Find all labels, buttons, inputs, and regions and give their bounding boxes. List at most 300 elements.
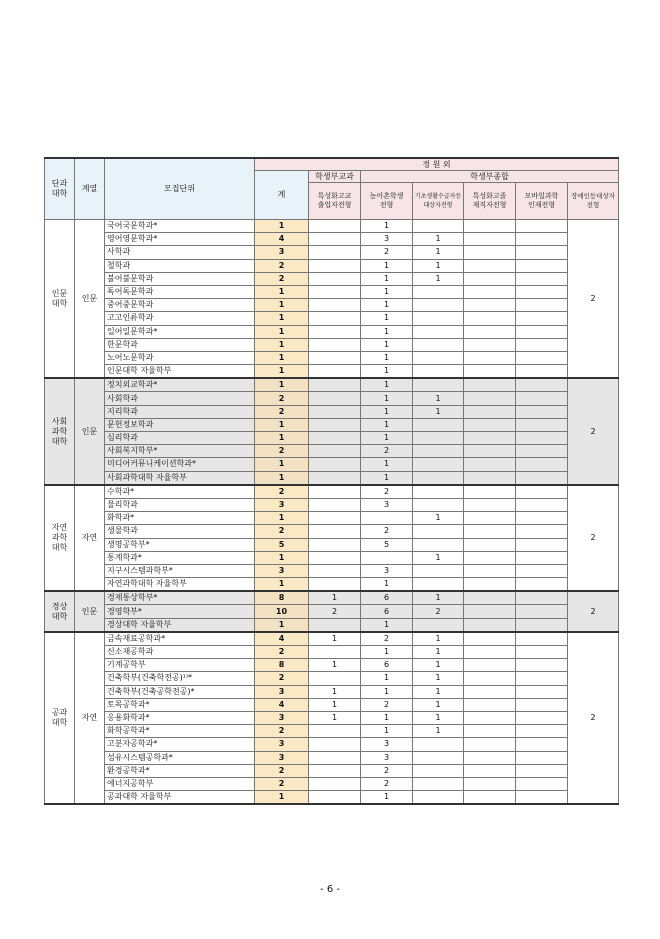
field-name: 자연 [75,485,105,592]
mobile-science-count [516,233,568,246]
vocational-count: 1 [309,591,361,605]
college-group [45,220,619,379]
unit-name: 노어노문학과 [105,351,255,364]
table-row [45,512,619,525]
mobile-science-count [516,498,568,511]
college-group [45,378,619,485]
table-row [45,578,619,592]
unit-name: 자연과학대학 자율학부 [105,578,255,592]
rural-count: 1 [361,285,413,298]
table-row [45,791,619,805]
vocational-count [309,512,361,525]
unit-name: 경영학부* [105,605,255,618]
mobile-science-count [516,351,568,364]
basic-living-count: 1 [413,512,464,525]
vocational-count [309,764,361,777]
table-row [45,764,619,777]
basic-living-count: 1 [413,591,464,605]
table-row [45,485,619,499]
table-row [45,378,619,392]
basic-living-count: 1 [413,698,464,711]
rural-count: 3 [361,498,413,511]
unit-name: 화학공학과* [105,725,255,738]
table-row [45,564,619,577]
disabled-count: 2 [568,220,619,379]
table-row [45,259,619,272]
unit-name: 섬유시스템공학과* [105,751,255,764]
total-count: 1 [255,378,309,392]
total-count: 1 [255,285,309,298]
table-row [45,672,619,685]
unit-name: 물리학과 [105,498,255,511]
total-count: 3 [255,685,309,698]
basic-living-count [413,738,464,751]
vocational-worker-count [464,432,516,445]
total-count: 2 [255,392,309,405]
vocational-worker-count [464,325,516,338]
rural-count: 6 [361,659,413,672]
header-col-vocational-worker: 특성화고졸 재직자전형 [464,183,516,220]
unit-name: 불어불문학과 [105,272,255,285]
total-count: 1 [255,458,309,471]
table-row [45,551,619,564]
table-row [45,392,619,405]
total-count: 4 [255,632,309,646]
rural-count: 3 [361,751,413,764]
total-count: 1 [255,551,309,564]
mobile-science-count [516,338,568,351]
vocational-worker-count [464,591,516,605]
table-row [45,659,619,672]
total-count: 2 [255,672,309,685]
basic-living-count: 1 [413,233,464,246]
mobile-science-count [516,445,568,458]
vocational-worker-count [464,351,516,364]
rural-count: 3 [361,564,413,577]
basic-living-count: 1 [413,272,464,285]
vocational-count [309,392,361,405]
vocational-count [309,578,361,592]
mobile-science-count [516,405,568,418]
mobile-science-count [516,551,568,564]
table-row [45,233,619,246]
rural-count: 2 [361,246,413,259]
total-count: 1 [255,338,309,351]
total-count: 2 [255,259,309,272]
header-col-vocational: 특성화고교 출업자전형 [309,183,361,220]
total-count: 10 [255,605,309,618]
vocational-count [309,672,361,685]
vocational-count [309,378,361,392]
total-count: 5 [255,538,309,551]
vocational-worker-count [464,672,516,685]
total-count: 2 [255,764,309,777]
vocational-worker-count [464,738,516,751]
total-count: 1 [255,418,309,431]
vocational-count [309,365,361,379]
total-count: 3 [255,738,309,751]
mobile-science-count [516,685,568,698]
table-row [45,646,619,659]
header-unit: 모집단위 [105,158,255,220]
basic-living-count: 1 [413,551,464,564]
table-row [45,246,619,259]
rural-count: 1 [361,392,413,405]
rural-count: 2 [361,525,413,538]
table-row [45,405,619,418]
basic-living-count [413,458,464,471]
vocational-worker-count [464,220,516,233]
vocational-count: 1 [309,685,361,698]
vocational-worker-count [464,285,516,298]
header-col-basic-living: 기초생활수급자등 대상자전형 [413,183,464,220]
basic-living-count: 1 [413,246,464,259]
basic-living-count [413,538,464,551]
vocational-worker-count [464,458,516,471]
vocational-count [309,458,361,471]
rural-count: 1 [361,791,413,805]
unit-name: 환경공학과* [105,764,255,777]
vocational-worker-count [464,685,516,698]
table-row [45,591,619,605]
mobile-science-count [516,392,568,405]
unit-name: 수학과* [105,485,255,499]
header-col-rural: 농어촌학생 전형 [361,183,413,220]
vocational-worker-count [464,725,516,738]
vocational-count [309,259,361,272]
rural-count: 3 [361,738,413,751]
unit-name: 사회복지학부* [105,445,255,458]
unit-name: 독어독문학과 [105,285,255,298]
vocational-worker-count [464,578,516,592]
total-count: 4 [255,698,309,711]
unit-name: 심리학과 [105,432,255,445]
rural-count: 1 [361,272,413,285]
rural-count: 1 [361,405,413,418]
table-row [45,299,619,312]
field-name: 인문 [75,220,105,379]
table-row [45,618,619,632]
total-count: 3 [255,564,309,577]
mobile-science-count [516,591,568,605]
mobile-science-count [516,646,568,659]
unit-name: 경상대학 자율학부 [105,618,255,632]
rural-count: 1 [361,299,413,312]
rural-count: 1 [361,725,413,738]
mobile-science-count [516,791,568,805]
mobile-science-count [516,272,568,285]
total-count: 1 [255,791,309,805]
header-col-mobile-science: 모바일과학 인재전형 [516,183,568,220]
basic-living-count [413,432,464,445]
disabled-count: 2 [568,632,619,804]
mobile-science-count [516,578,568,592]
unit-name: 생명공학부* [105,538,255,551]
college-group [45,632,619,804]
college-name: 사회 과학 대학 [45,378,75,485]
vocational-count [309,338,361,351]
vocational-worker-count [464,605,516,618]
unit-name: 토목공학과* [105,698,255,711]
mobile-science-count [516,538,568,551]
rural-count: 2 [361,445,413,458]
total-count: 8 [255,591,309,605]
mobile-science-count [516,325,568,338]
total-count: 8 [255,659,309,672]
basic-living-count [413,351,464,364]
rural-count: 5 [361,538,413,551]
vocational-count: 2 [309,605,361,618]
table-row [45,471,619,485]
vocational-worker-count [464,405,516,418]
unit-name: 건축학부(건축학전공)¹⁾* [105,672,255,685]
total-count: 2 [255,777,309,790]
basic-living-count [413,618,464,632]
vocational-count [309,299,361,312]
vocational-count [309,471,361,485]
table-row [45,525,619,538]
rural-count: 1 [361,220,413,233]
table-row [45,711,619,724]
vocational-worker-count [464,764,516,777]
unit-name: 사회과학대학 자율학부 [105,471,255,485]
total-count: 1 [255,471,309,485]
header-quota-group: 정 원 외 [255,158,619,171]
disabled-count: 2 [568,378,619,485]
vocational-count [309,564,361,577]
vocational-count [309,432,361,445]
field-name: 인문 [75,591,105,632]
basic-living-count: 1 [413,672,464,685]
vocational-worker-count [464,365,516,379]
rural-count: 3 [361,233,413,246]
rural-count: 2 [361,632,413,646]
vocational-count [309,777,361,790]
vocational-count [309,538,361,551]
vocational-count [309,791,361,805]
mobile-science-count [516,312,568,325]
total-count: 2 [255,725,309,738]
basic-living-count: 1 [413,392,464,405]
unit-name: 건축학부(건축공학전공)* [105,685,255,698]
unit-name: 국어국문학과* [105,220,255,233]
total-count: 1 [255,512,309,525]
mobile-science-count [516,365,568,379]
vocational-count [309,738,361,751]
rural-count: 1 [361,365,413,379]
vocational-worker-count [464,498,516,511]
total-count: 3 [255,246,309,259]
rural-count [361,551,413,564]
vocational-worker-count [464,698,516,711]
table-row [45,351,619,364]
total-count: 1 [255,299,309,312]
table-row [45,751,619,764]
header-col-disabled: 장애인등대상자 전형 [568,183,619,220]
rural-count: 1 [361,325,413,338]
mobile-science-count [516,711,568,724]
table-row [45,220,619,233]
mobile-science-count [516,698,568,711]
basic-living-count [413,418,464,431]
table-row [45,445,619,458]
total-count: 1 [255,351,309,364]
mobile-science-count [516,605,568,618]
table-row [45,632,619,646]
disabled-count: 2 [568,485,619,592]
rural-count: 1 [361,351,413,364]
total-count: 2 [255,525,309,538]
mobile-science-count [516,564,568,577]
basic-living-count [413,525,464,538]
table-row [45,312,619,325]
table-row [45,685,619,698]
table-row [45,432,619,445]
vocational-count: 1 [309,659,361,672]
mobile-science-count [516,738,568,751]
mobile-science-count [516,220,568,233]
vocational-worker-count [464,564,516,577]
basic-living-count [413,285,464,298]
unit-name: 고고인류학과 [105,312,255,325]
unit-name: 기계공학부 [105,659,255,672]
unit-name: 고분자공학과* [105,738,255,751]
basic-living-count [413,312,464,325]
unit-name: 사회학과 [105,392,255,405]
page-number: - 6 - [320,884,340,895]
table-row [45,418,619,431]
vocational-count: 1 [309,632,361,646]
mobile-science-count [516,672,568,685]
unit-name: 에너지공학부 [105,777,255,790]
unit-name: 미디어커뮤니케이션학과* [105,458,255,471]
vocational-count [309,272,361,285]
rural-count: 6 [361,591,413,605]
rural-count: 1 [361,338,413,351]
mobile-science-count [516,458,568,471]
vocational-count [309,418,361,431]
rural-count: 6 [361,605,413,618]
college-group [45,591,619,632]
vocational-worker-count [464,299,516,312]
basic-living-count [413,365,464,379]
rural-count: 1 [361,458,413,471]
vocational-worker-count [464,791,516,805]
mobile-science-count [516,418,568,431]
basic-living-count: 1 [413,711,464,724]
table-row [45,365,619,379]
mobile-science-count [516,632,568,646]
mobile-science-count [516,285,568,298]
mobile-science-count [516,299,568,312]
total-count: 2 [255,405,309,418]
vocational-worker-count [464,312,516,325]
unit-name: 한문학과 [105,338,255,351]
vocational-worker-count [464,259,516,272]
unit-name: 철학과 [105,259,255,272]
rural-count [361,512,413,525]
rural-count: 1 [361,312,413,325]
mobile-science-count [516,777,568,790]
unit-name: 정치외교학과* [105,378,255,392]
vocational-count [309,246,361,259]
header-field: 계열 [75,158,105,220]
vocational-worker-count [464,512,516,525]
mobile-science-count [516,764,568,777]
total-count: 3 [255,498,309,511]
unit-name: 경제통상학부* [105,591,255,605]
unit-name: 생물학과 [105,525,255,538]
basic-living-count [413,485,464,499]
vocational-count [309,351,361,364]
table-row [45,498,619,511]
vocational-count [309,551,361,564]
vocational-worker-count [464,378,516,392]
total-count: 1 [255,325,309,338]
mobile-science-count [516,471,568,485]
basic-living-count: 1 [413,632,464,646]
total-count: 2 [255,445,309,458]
vocational-count [309,233,361,246]
total-count: 2 [255,485,309,499]
basic-living-count: 1 [413,725,464,738]
rural-count: 1 [361,378,413,392]
total-count: 1 [255,365,309,379]
basic-living-count [413,299,464,312]
vocational-count [309,646,361,659]
total-count: 1 [255,312,309,325]
vocational-count: 1 [309,711,361,724]
table-row [45,285,619,298]
vocational-count [309,485,361,499]
basic-living-count [413,471,464,485]
admissions-quota-table [44,157,619,805]
total-count: 1 [255,618,309,632]
rural-count: 1 [361,432,413,445]
header-total: 계 [255,171,309,220]
vocational-count [309,751,361,764]
vocational-worker-count [464,445,516,458]
basic-living-count: 2 [413,605,464,618]
basic-living-count: 1 [413,259,464,272]
basic-living-count [413,791,464,805]
basic-living-count: 1 [413,646,464,659]
table-row [45,338,619,351]
table-row [45,538,619,551]
unit-name: 지리학과 [105,405,255,418]
vocational-count [309,220,361,233]
mobile-science-count [516,525,568,538]
total-count: 2 [255,646,309,659]
total-count: 3 [255,751,309,764]
basic-living-count [413,338,464,351]
mobile-science-count [516,659,568,672]
mobile-science-count [516,512,568,525]
unit-name: 영어영문학과* [105,233,255,246]
vocational-worker-count [464,618,516,632]
basic-living-count: 1 [413,659,464,672]
field-name: 자연 [75,632,105,804]
table-row [45,605,619,618]
vocational-worker-count [464,338,516,351]
vocational-count [309,405,361,418]
vocational-worker-count [464,471,516,485]
unit-name: 응용화학과* [105,711,255,724]
college-name: 공과 대학 [45,632,75,804]
rural-count: 2 [361,764,413,777]
college-name: 자연 과학 대학 [45,485,75,592]
vocational-count [309,498,361,511]
